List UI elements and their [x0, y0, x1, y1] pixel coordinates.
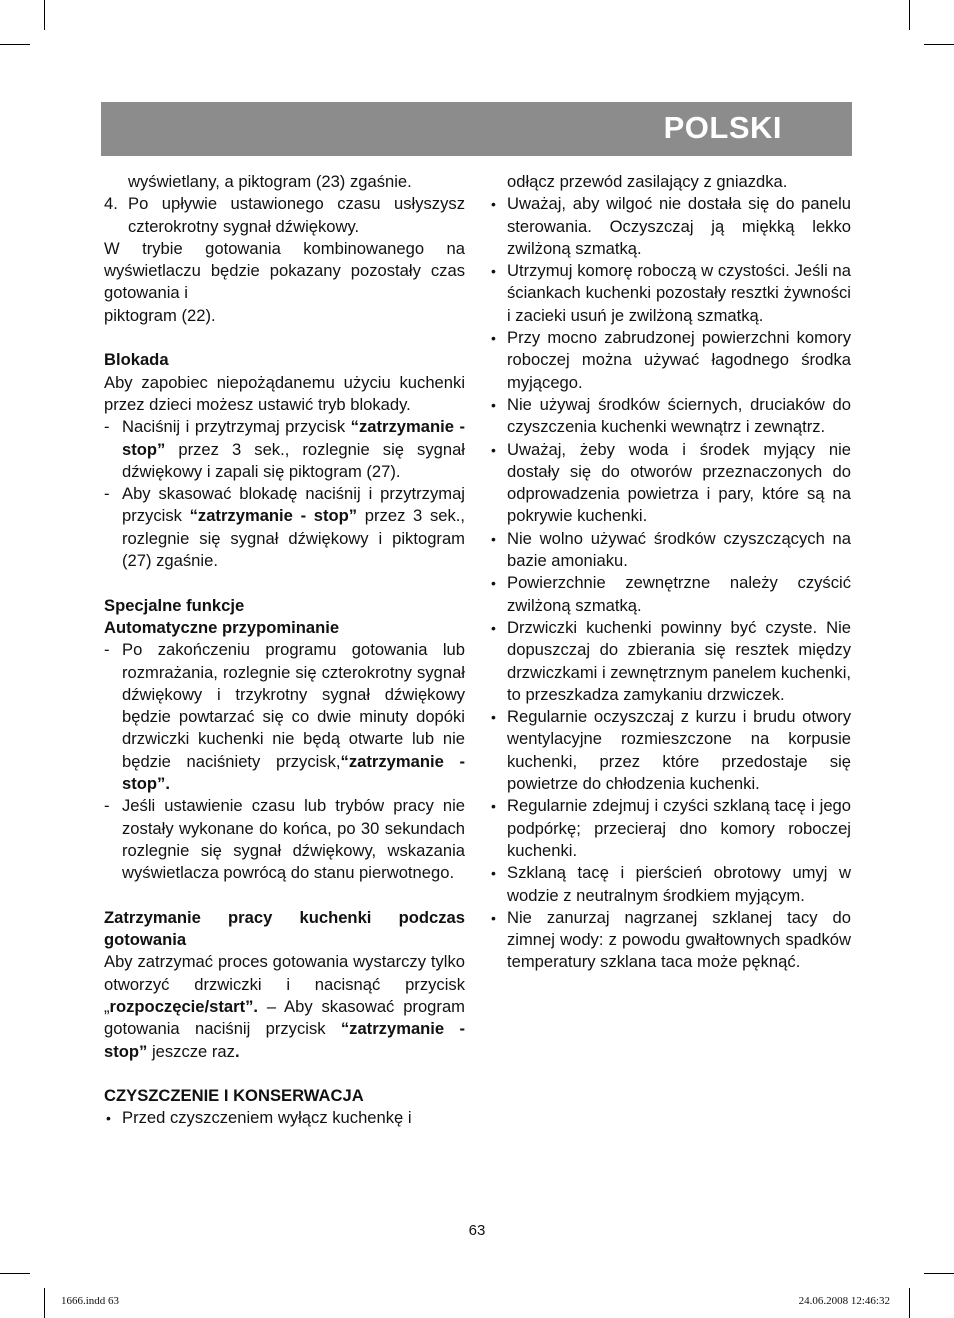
list-item: • Nie wolno używać środków czyszczących na bazie amoniaku.: [491, 528, 851, 571]
paragraph: Aby zatrzymać proces gotowania wystarczy tylko otworzyć drzwiczki i nacisnąć przycisk „rozpoczęcie/start”. – Aby skasować program gotowania naciśnij przycisk “zatrzymanie - stop” jeszcze raz.: [104, 952, 465, 1061]
list-item: • Przed czyszczeniem wyłącz kuchenkę i: [106, 1108, 412, 1128]
continued-text: wyświetlany, a piktogram (23) zgaśnie.: [128, 172, 412, 191]
paragraph: Aby zapobiec niepożądanemu użyciu kuchenki przez dzieci możesz ustawić tryb blokady.: [104, 372, 465, 414]
section-heading: Specjalne funkcje: [104, 595, 245, 615]
section-heading: Zatrzymanie pracy kuchenki podczas gotowania: [104, 907, 465, 950]
crop-mark: [0, 44, 30, 45]
section-heading: Blokada: [104, 350, 169, 370]
list-item: • Uważaj, aby wilgoć nie dostała się do panelu sterowania. Oczyszczaj ją miękką lekko zwilżoną szmatką.: [491, 194, 851, 258]
page-number: 63: [468, 1222, 486, 1239]
list-item: • Regularnie zdejmuj i czyści szklaną tacę i jego podpórkę; przecieraj dno komory roboczej kuchenki.: [491, 796, 851, 860]
section-heading: CZYSZCZENIE I KONSERWACJA: [104, 1086, 364, 1106]
sub-heading: Automatyczne przypominanie: [104, 617, 340, 637]
crop-mark: [44, 1288, 45, 1318]
language-banner: [101, 102, 852, 156]
list-item: • Regularnie oczyszczaj z kurzu i brudu otwory wentylacyjne rozmieszczone na korpusie kuchenki, przez które przedostaje się powietrze do chłodzenia kuchenki.: [491, 707, 851, 794]
list-item: - Aby skasować blokadę naciśnij i przytrzymaj przycisk “zatrzymanie - stop” przez 3 sek., rozlegnie się sygnał dźwiękowy i piktogram (27) zgaśnie.: [104, 484, 465, 571]
left-column: [104, 171, 465, 1130]
list-item: • Uważaj, żeby woda i środek myjący nie dostały się do otworów przeznaczonych do odprowadzenia powietrza i pary, które są na pokrywie kuchenki.: [491, 439, 851, 526]
paragraph: W trybie gotowania kombinowanego na wyświetlaczu będzie pokazany pozostały czas gotowania i: [104, 238, 465, 303]
list-item: • Szklaną tacę i pierścień obrotowy umyj w wodzie z neutralnym środkiem myjącym.: [491, 863, 851, 905]
list-item: • Przy mocno zabrudzonej powierzchni komory roboczej można używać łagodnego środka myjącego.: [491, 328, 851, 392]
crop-mark: [0, 1273, 30, 1274]
crop-mark: [924, 44, 954, 45]
list-item: • Utrzymuj komorę roboczą w czystości. Jeśli na ściankach kuchenki pozostały resztki żywności i zacieki usuń je zwilżoną szmatką.: [491, 261, 851, 325]
footer-timestamp: 24.06.2008 12:46:32: [798, 1295, 890, 1307]
footer-filename: 1666.indd 63: [61, 1295, 120, 1307]
crop-mark: [909, 0, 910, 30]
right-column: [489, 171, 851, 974]
paragraph: piktogram (22).: [104, 305, 216, 325]
list-item: - Naciśnij i przytrzymaj przycisk “zatrzymanie - stop” przez 3 sek., rozlegnie się sygnał dźwiękowy i zapali się piktogram (27).: [104, 417, 465, 481]
language-title: POLSKI: [663, 110, 782, 145]
numbered-item: 4. Po upływie ustawionego czasu usłyszysz czterokrotny sygnał dźwiękowy.: [104, 194, 465, 236]
crop-mark: [924, 1273, 954, 1274]
list-item: • Nie używaj środków ściernych, druciaków do czyszczenia kuchenki wewnątrz i zewnątrz.: [491, 394, 851, 437]
list-item: - Po zakończeniu programu gotowania lub rozmrażania, rozlegnie się czterokrotny sygnał dźwiękowy i trzykrotny sygnał dźwiękowy będzie powtarzać się co dwie minuty dopóki drzwiczki kuchenki nie będą otwarte lub nie będzie naciśniety przycisk,“zatrzymanie - stop”.: [104, 640, 465, 794]
crop-mark: [909, 1288, 910, 1318]
continued-text: odłącz przewód zasilający z gniazdka.: [507, 172, 788, 191]
crop-mark: [44, 0, 45, 30]
list-item: • Drzwiczki kuchenki powinny być czyste. Nie dopuszczaj do zbierania się resztek między drzwiczkami i zewnętrznym panelem kuchenki, to przeszkadza zamykaniu drzwiczek.: [491, 617, 851, 704]
list-item: - Jeśli ustawienie czasu lub trybów pracy nie zostały wykonane do końca, po 30 sekundach rozlegnie się sygnał dźwiękowy, wskazania wyświetlacza powrócą do stanu pierwotnego.: [104, 796, 465, 883]
list-item: • Nie zanurzaj nagrzanej szklanej tacy do zimnej wody: z powodu gwałtownych spadków temperatury szklana taca może pęknąć.: [491, 907, 851, 972]
list-item: • Powierzchnie zewnętrzne należy czyścić zwilżoną szmatką.: [491, 573, 851, 615]
